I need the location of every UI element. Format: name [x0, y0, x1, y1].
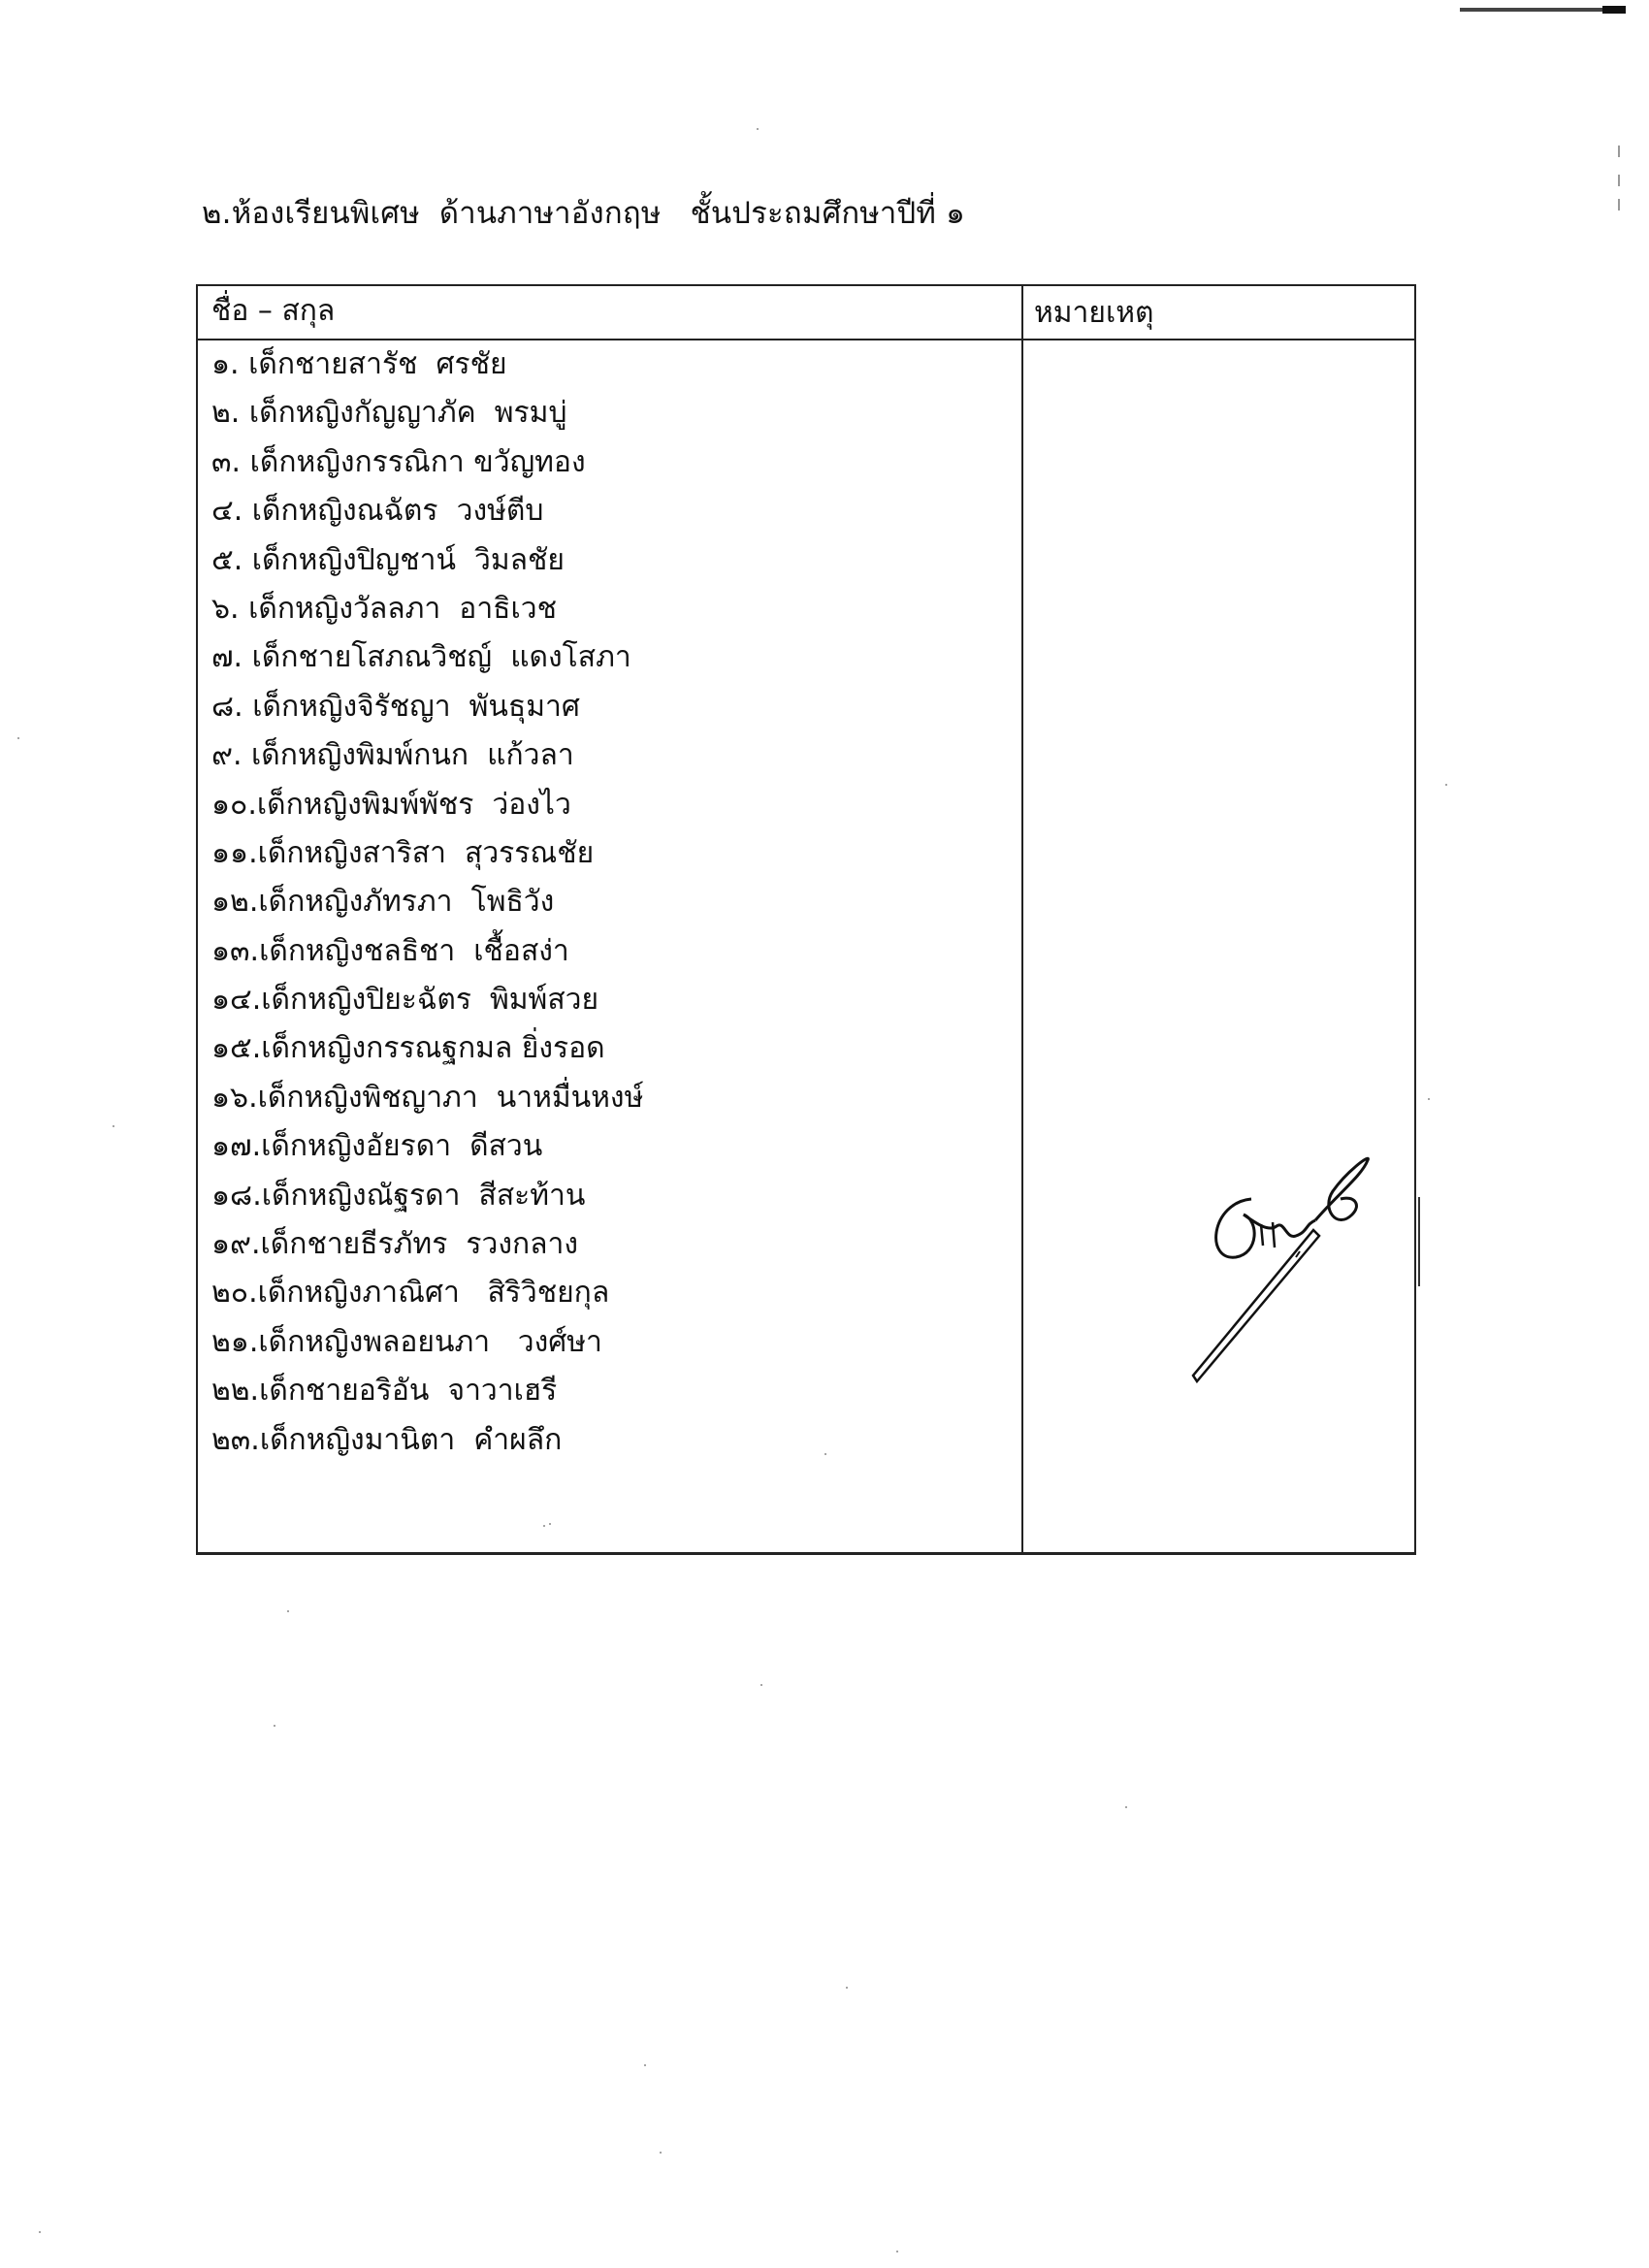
student-row: ๖. เด็กหญิงวัลลภา อาธิเวช — [211, 591, 557, 626]
student-row: ๒๓.เด็กหญิงมานิตา คำผลึก — [211, 1422, 563, 1457]
scan-edge-mark-thick — [1602, 6, 1626, 14]
scan-speck — [824, 1453, 826, 1455]
scan-speck — [644, 2064, 646, 2066]
student-list — [211, 340, 1017, 1465]
scan-speck — [113, 1125, 114, 1127]
scan-speck — [660, 2152, 662, 2154]
scan-speck — [549, 1523, 551, 1525]
student-row: ๑๑.เด็กหญิงสาริสา สุวรรณชัย — [211, 835, 595, 870]
scan-speck — [1125, 1806, 1127, 1808]
scan-edge-mark — [1460, 8, 1623, 12]
scan-speck — [757, 128, 759, 130]
header-name-column: ชื่อ – สกุล — [211, 294, 336, 328]
student-row: ๒๐.เด็กหญิงภาณิศา สิริวิชยกุล — [211, 1276, 610, 1311]
student-row: ๑๗.เด็กหญิงอัยรดา ดีสวน — [211, 1129, 543, 1164]
scan-speck — [1428, 1098, 1430, 1100]
student-row: ๑๔.เด็กหญิงปิยะฉัตร พิมพ์สวย — [211, 983, 599, 1018]
margin-line — [1418, 1197, 1420, 1286]
scan-speck — [543, 1525, 545, 1527]
student-row: ๒๑.เด็กหญิงพลอยนภา วงศ์ษา — [211, 1324, 602, 1359]
student-row: ๒. เด็กหญิงกัญญาภัค พรมบู่ — [211, 396, 567, 431]
student-row: ๔. เด็กหญิงณฉัตร วงษ์ตีบ — [211, 494, 544, 529]
student-row: ๑๒.เด็กหญิงภัทรภา โพธิวัง — [211, 885, 555, 920]
student-row: ๑๖.เด็กหญิงพิชญาภา นาหมื่นหงษ์ — [211, 1080, 644, 1115]
scan-edge-dash — [1618, 175, 1620, 186]
student-row: ๙. เด็กหญิงพิมพ์กนก แก้วลา — [211, 738, 574, 773]
student-row: ๕. เด็กหญิงปิญชาน์ วิมลชัย — [211, 542, 565, 577]
student-row: ๑๘.เด็กหญิงณัฐรดา สีสะท้าน — [211, 1178, 586, 1213]
scan-edge-dash — [1618, 146, 1620, 157]
scan-speck — [17, 737, 19, 739]
column-divider — [1021, 286, 1023, 1552]
student-row: ๑๕.เด็กหญิงกรรณฐกมล ยิ่งรอด — [211, 1031, 605, 1066]
student-row: ๑๙.เด็กชายธีรภัทร รวงกลาง — [211, 1227, 579, 1262]
scan-speck — [287, 1610, 289, 1612]
scan-edge-dash — [1618, 199, 1620, 211]
handwritten-signature — [1191, 1156, 1374, 1385]
scan-speck — [1445, 784, 1447, 786]
student-row: ๒๒.เด็กชายอริอัน จาวาเฮรี — [211, 1374, 558, 1409]
student-row: ๓. เด็กหญิงกรรณิกา ขวัญทอง — [211, 444, 586, 479]
header-remarks-column: หมายเหตุ — [1034, 296, 1154, 330]
scan-speck — [896, 2251, 898, 2252]
student-row: ๗. เด็กชายโสภณวิชญ์ แดงโสภา — [211, 640, 631, 675]
student-row: ๑๐.เด็กหญิงพิมพ์พัชร ว่องไว — [211, 787, 571, 822]
student-row: ๘. เด็กหญิงจิรัชญา พันธุมาศ — [211, 689, 580, 724]
student-row: ๑๓.เด็กหญิงชลธิชา เชื้อสง่า — [211, 933, 569, 968]
scan-speck — [846, 1987, 848, 1989]
student-row: ๑. เด็กชายสารัช ศรชัย — [211, 347, 507, 381]
page-title: ๒.ห้องเรียนพิเศษ ด้านภาษาอังกฤษ ชั้นประถมศึกษาปีที่ ๑ — [202, 196, 965, 231]
scan-speck — [274, 1725, 275, 1727]
scan-speck — [39, 2231, 41, 2233]
scan-speck — [760, 1684, 762, 1686]
